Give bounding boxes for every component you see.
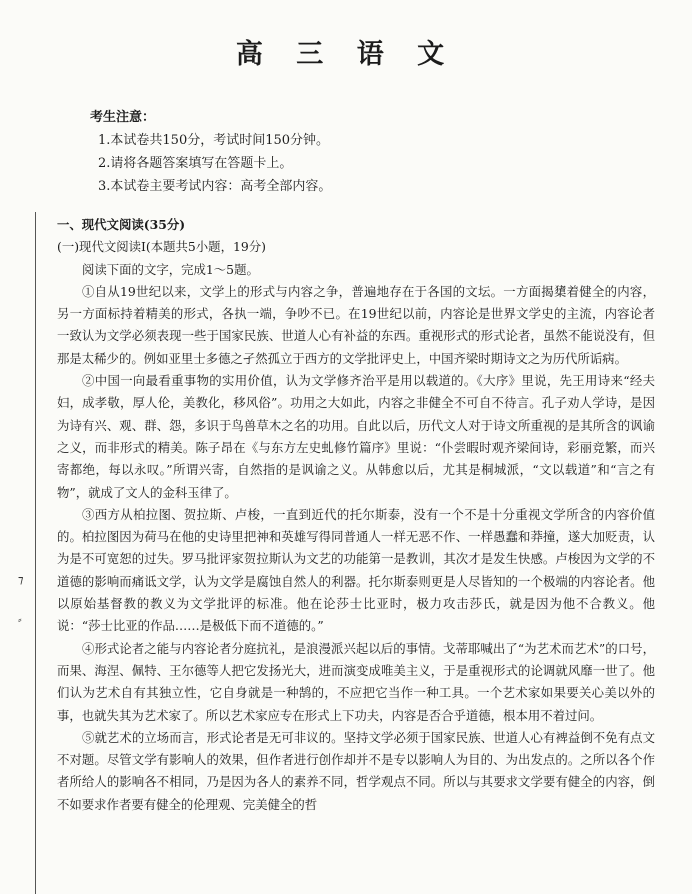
candidate-notice <box>90 106 610 198</box>
notice-item: 2.请将各题答案填写在答题卡上。 <box>98 156 293 171</box>
margin-mark: ⸗ <box>18 613 22 626</box>
notice-item: 1.本试卷共150分，考试时间150分钟。 <box>98 133 330 148</box>
passage-paragraph: ③西方从柏拉图、贺拉斯、卢梭，一直到近代的托尔斯泰，没有一个不是十分重视文学所含的内容价值的。柏拉图因为荷马在他的史诗里把神和英雄写得同普通人一样无恶不作、一样愚蠢和莽撞，遂大加贬责，认为是不可宽恕的过失。罗马批评家贺拉斯认为文艺的功能第一是教训，其次才是发生快感。卢梭因为文学的不道德的影响而痛诋文学，认为文学是腐蚀自然人的利器。托尔斯泰则更是人尽皆知的一个极端的内容论者。他以原始基督教的教义为文学批评的标准。他在论莎士比亚时，极力攻击莎氏，就是因为他不合教义。他说：“莎士比亚的作品……是极低下而不道德的。” <box>57 506 655 634</box>
page-title: 高 三 语 文 <box>235 39 457 70</box>
passage-paragraph: ⑤就艺术的立场而言，形式论者是无可非议的。坚持文学必须于国家民族、世道人心有裨益倒不免有点文不对题。尽管文学有影响人的效果，但作者进行创作却并不是专以影响人为目的、为出发点的。之所以各个作者所给人的影响各不相同，乃是因为各人的素养不同，哲学观点不同。所以与其要求文学要有健全的内容，倒不如要求作者要有健全的伦理观、完美健全的哲 <box>57 729 655 812</box>
section-heading: 一、现代文阅读(35分) <box>57 217 186 232</box>
passage-paragraph: ④形式论者之能与内容论者分庭抗礼，是浪漫派兴起以后的事情。戈蒂耶喊出了“为艺术而艺术”的口号，而果、海涅、佩特、王尔德等人把它发扬光大，进而演变成唯美主义，于是重视形式的论调就风靡一世了。他们认为艺术自有其独立性，它自身就是一种鹄的，不应把它当作一种工具。一个艺术家如果要关心美以外的事，也就失其为艺术家了。所以艺术家应专在形式上下功夫，内容是否合乎道德，根本用不着过问。 <box>57 640 655 723</box>
notice-heading: 考生注意： <box>90 110 156 125</box>
notice-item: 3.本试卷主要考试内容：高考全部内容。 <box>98 179 332 194</box>
margin-mark: ⁊ <box>18 573 24 586</box>
section-instruction: 阅读下面的文字，完成1～5题。 <box>82 261 259 277</box>
binding-margin-line <box>35 212 36 894</box>
reading-section <box>57 214 655 816</box>
passage-paragraph: ①自从19世纪以来，文学上的形式与内容之争，普遍地存在于各国的文坛。一方面揭橥着健全的内容，另一方面标持着精美的形式，各执一端，争吵不已。在19世纪以前，内容论是世界文学史的主流，内容论者一致认为文学必须表现一些于国家民族、世道人心有补益的东西。重视形式的形式论者，虽然不能说没有，但那是太稀少的。例如亚里士多德之孑然孤立于西方的文学批评史上，中国齐梁时期诗文之为历代所诟病。 <box>57 283 655 366</box>
binding-margin-marks <box>18 560 30 640</box>
passage-paragraph: ②中国一向最看重事物的实用价值，认为文学修齐治平是用以载道的。《大序》里说，先王用诗来“经夫妇，成孝敬，厚人伦，美教化，移风俗”。功用之大如此，内容之非健全不可自不待言。孔子劝人学诗，是因为诗有兴、观、群、怨，多识于鸟兽草木之名的功用。自此以后，历代文人对于诗文所重视的是其所含的讽谕之义，而非形式的精美。陈子昂在《与东方左史虬修竹篇序》里说：“仆尝暇时观齐梁间诗，彩丽竞繁，而兴寄都绝，每以永叹。”所谓兴寄，自然指的是讽谕之义。从韩愈以后，尤其是桐城派，“文以载道”和“言之有物”，就成了文人的金科玉律了。 <box>57 373 655 500</box>
section-subheading: (一)现代文阅读Ⅰ(本题共5小题，19分) <box>57 239 266 255</box>
